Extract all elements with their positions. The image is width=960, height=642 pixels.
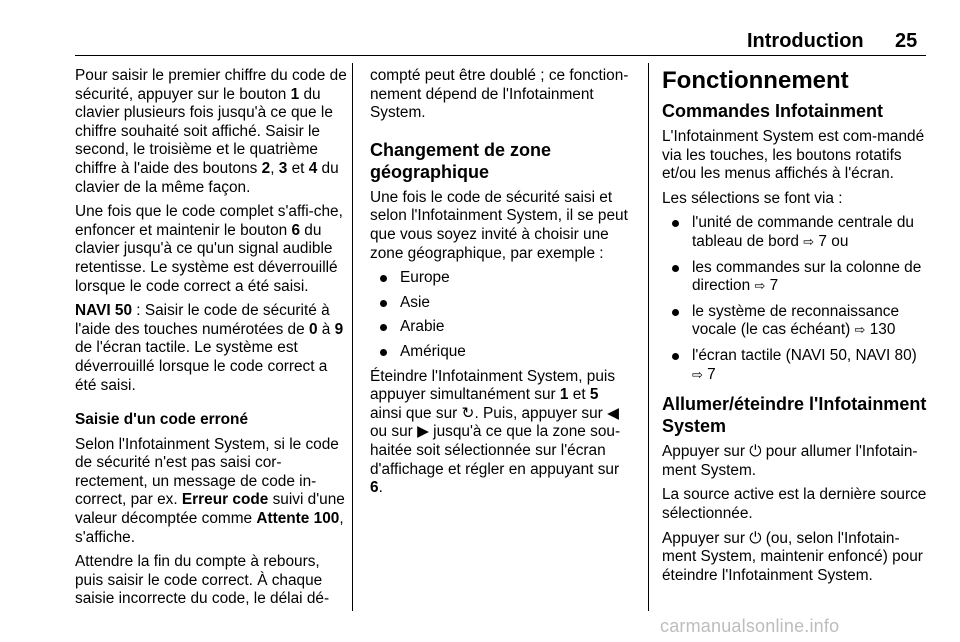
paragraph: La source active est la dernière source sélectionnée. <box>662 486 927 522</box>
page-header-title: Introduction <box>747 30 864 52</box>
watermark: carmanualsonline.info <box>660 616 840 636</box>
paragraph: Éteindre l'Infotainment System, puis appuyer simultanément sur 1 et 5 ainsi que sur ↻. Puis, appuyer sur ◀ ou sur ▶ jusqu'à ce que la zone sou‐haitée soit sélectionnée sur l'écran d'affichage et régler en appuyant sur 6. <box>370 367 621 497</box>
list-item: le système de reconnaissance vocale (le cas échéant) ⇨ 130 <box>662 303 928 341</box>
section-title: Fonctionnement <box>662 67 849 94</box>
power-icon: ⏻ <box>749 443 762 461</box>
page-reference-icon: ⇨ <box>692 367 703 383</box>
subheading: Saisie d'un code erroné <box>75 411 249 429</box>
paragraph: compté peut être doublé ; ce fonction‐nement dépend de l'Infotainment System. <box>370 67 629 122</box>
list-item: l'unité de commande centrale du tableau de bord ⇨ 7 ou <box>662 214 928 252</box>
right-arrow-icon: ▶ <box>417 423 429 441</box>
page-reference-icon: ⇨ <box>854 323 866 339</box>
page-number: 25 <box>895 30 918 52</box>
page-reference-icon: ⇨ <box>803 234 815 250</box>
paragraph: Les sélections se font via : <box>662 189 843 207</box>
section-heading: Allumer/éteindre l'Infotainment System <box>662 394 927 437</box>
paragraph: Attendre la fin du compte à rebours, puis saisir le code correct. À chaque saisie incorrecte du code, le délai dé‐ <box>75 553 330 608</box>
list-item: Asie <box>370 294 634 313</box>
list-item: les commandes sur la colonne de direction ⇨ 7 <box>662 259 928 297</box>
paragraph: Appuyer sur ⏻ pour allumer l'Infotain‐ment System. <box>662 443 918 479</box>
header-rule <box>75 55 926 56</box>
list-item: Europe <box>370 269 634 288</box>
column-1 <box>75 67 347 615</box>
list-item: Amérique <box>370 343 634 362</box>
column-divider-1 <box>352 63 353 611</box>
zone-list <box>370 269 634 361</box>
paragraph: NAVI 50 : Saisir le code de sécurité à l'aide des touches numérotées de 0 à 9 de l'écran tactile. Le système est déverrouillé lorsque le code correct a été saisi. <box>75 302 344 394</box>
column-2 <box>370 67 634 504</box>
selection-list <box>662 214 928 385</box>
paragraph: Appuyer sur ⏻ (ou, selon l'Infotain‐ment System, maintenir enfoncé) pour éteindre l'Infotainment System. <box>662 529 923 584</box>
power-rotate-icon: ↻ <box>461 404 475 422</box>
left-arrow-icon: ◀ <box>607 404 619 422</box>
column-divider-2 <box>648 63 649 611</box>
paragraph: Une fois le code de sécurité saisi et selon l'Infotainment System, il se peut que vous soyez invité à choisir une zone géographique, par exemple : <box>370 188 628 262</box>
section-heading: Changement de zone géographique <box>370 139 552 182</box>
power-icon: ⏻ <box>749 529 762 547</box>
list-item: Arabie <box>370 318 634 337</box>
section-heading: Commandes Infotainment <box>662 101 884 121</box>
page-reference-icon: ⇨ <box>754 279 766 295</box>
list-item: l'écran tactile (NAVI 50, NAVI 80) ⇨ 7 <box>662 347 928 385</box>
paragraph: L'Infotainment System est com‐mandé via les touches, les boutons rotatifs et/ou les menus affichés à l'écran. <box>662 128 925 183</box>
paragraph: Pour saisir le premier chiffre du code de sécurité, appuyer sur le bouton 1 du clavier plusieurs fois jusqu'à ce que le chiffre souhaité soit affiché. Saisir le second, le troisième et le quatrième chiffre à l'aide des boutons 2, 3 et 4 du clavier de la même façon. <box>75 67 347 196</box>
column-3 <box>662 67 928 591</box>
paragraph: Une fois que le code complet s'affi‐che, enfoncer et maintenir le bouton 6 du clavier jusqu'à ce qu'un signal audible retentisse. Le système est déverrouillé lorsque le code correct a été saisi. <box>75 203 343 295</box>
paragraph: Selon l'Infotainment System, si le code de sécurité n'est pas saisi cor‐rectement, un message de code in‐correct, par ex. Erreur code suivi d'une valeur décomptée comme Attente 100, s'affiche. <box>75 435 345 546</box>
